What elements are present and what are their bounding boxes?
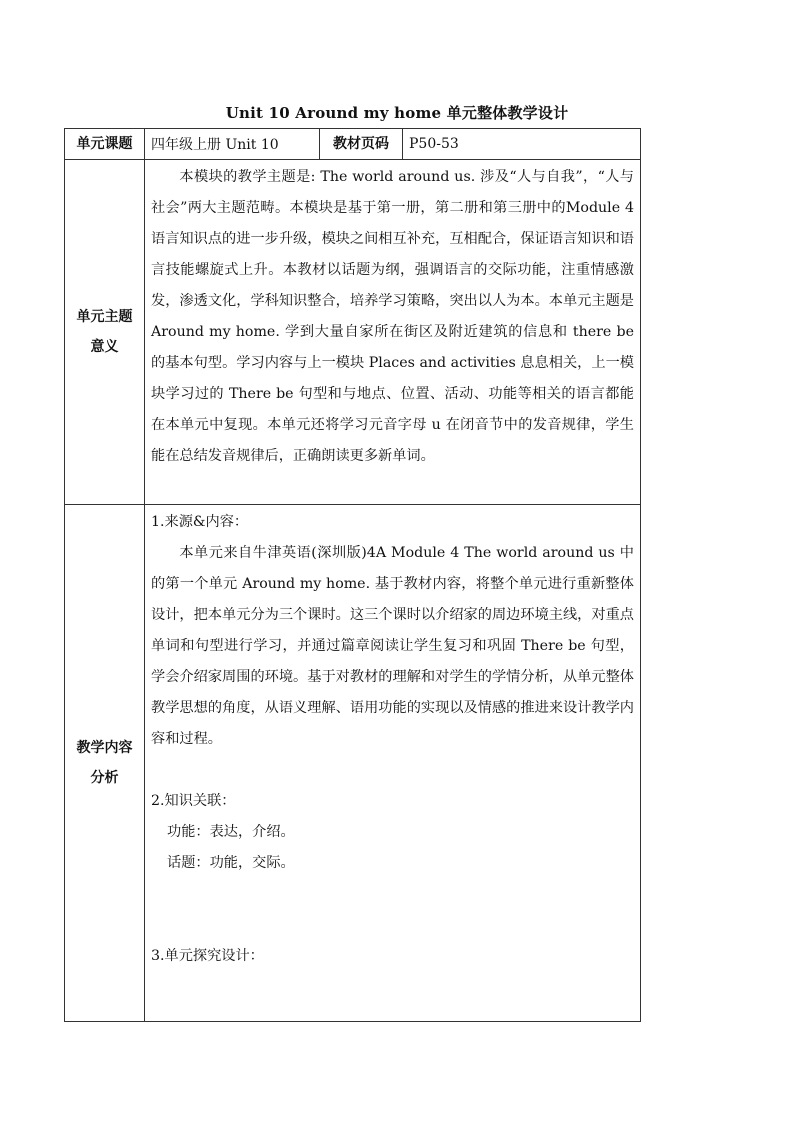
theme-text: 本模块的教学主题是: The world around us. 涉及“人与自我”，“人与社会”两大主题范畴。本模块是基于第一册，第二册和第三册中的Module 4语言知识点的进一步升级，模块之间相互补充，互相配合，保证语言知识和语言技能螺旋式上升。本教材以话题为纲，强调语言的交际功能，注重情感激发，渗透文化，学科知识整合，培养学习策略，突出以人为本。本单元主题是 Around my home. 学到大量自家所在街区及附近建筑的信息和 there be 的基本句型。学习内容与上一模块 Places and activities 息息相关，上一模块学习过的 There be 句型和与地点、位置、活动、功能等相关的语言都能在本单元中复现。本单元还将学习元音字母 u 在闭音节中的发音规律，学生能在总结发音规律后，正确朗读更多新单词。 [151, 169, 634, 464]
document-title: Unit 10 Around my home 单元整体教学设计 [225, 104, 569, 122]
textbook-pages-label: 教材页码 [320, 129, 403, 160]
source-heading: 1.来源&内容： [151, 514, 249, 530]
analysis-label-line2: 分析 [90, 770, 119, 786]
inquiry-heading: 3.单元探究设计： [151, 948, 264, 964]
theme-label-line1: 单元主题 [76, 309, 133, 325]
unit-topic-label: 单元课题 [65, 129, 145, 160]
analysis-label [65, 505, 145, 1022]
theme-row [65, 160, 641, 505]
knowledge-topic: 话题：功能，交际。 [167, 855, 295, 871]
theme-label-line2: 意义 [90, 339, 119, 355]
textbook-pages-value: P50-53 [403, 129, 641, 160]
analysis-row [65, 505, 641, 1022]
theme-label [65, 160, 145, 505]
analysis-content [145, 505, 641, 1022]
knowledge-heading: 2.知识关联： [151, 793, 236, 809]
lesson-design-table [64, 128, 641, 1022]
unit-topic-value: 四年级上册 Unit 10 [145, 129, 320, 160]
theme-content [145, 160, 641, 505]
header-row [65, 129, 641, 160]
knowledge-function: 功能：表达，介绍。 [167, 824, 295, 840]
analysis-label-line1: 教学内容 [76, 740, 133, 756]
source-text: 本单元来自牛津英语(深圳版)4A Module 4 The world around us 中的第一个单元 Around my home. 基于教材内容，将整个单元进行重新整体设计，把本单元分为三个课时。这三个课时以介绍家的周边环境主线，对重点单词和句型进行学习，并通过篇章阅读让学生复习和巩固 There be 句型，学会介绍家周围的环境。基于对教材的理解和对学生的学情分析，从单元整体教学思想的角度，从语义理解、语用功能的实现以及情感的推进来设计教学内容和过程。 [151, 545, 634, 747]
